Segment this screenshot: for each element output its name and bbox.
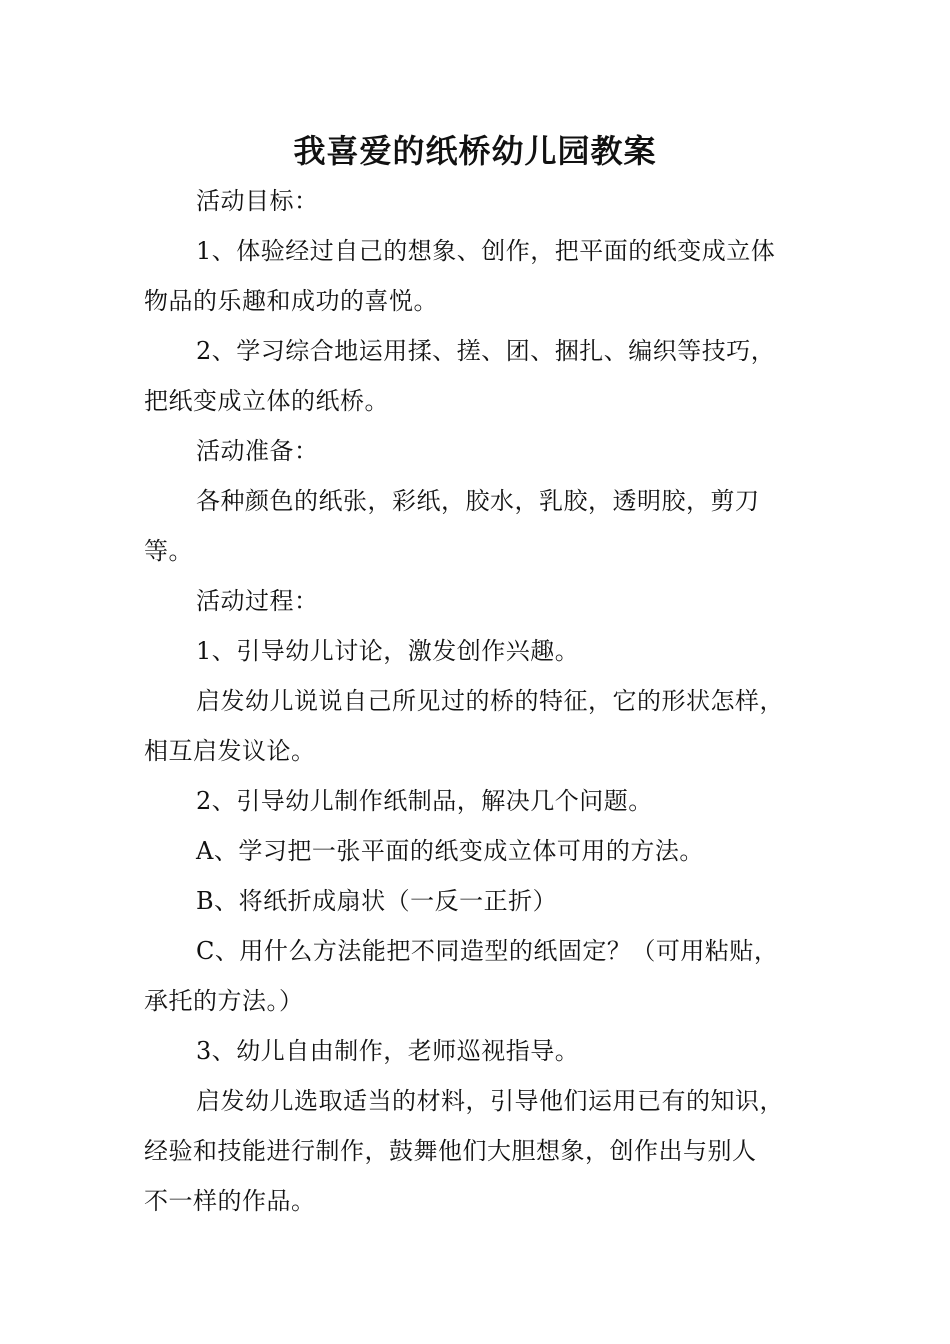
- body-line: 活动目标：: [196, 187, 319, 215]
- body-line: 不一样的作品。: [144, 1187, 316, 1215]
- body-line: 各种颜色的纸张，彩纸，胶水，乳胶，透明胶，剪刀: [196, 487, 760, 515]
- body-line: 3、幼儿自由制作，老师巡视指导。: [196, 1037, 580, 1065]
- document-body: [144, 176, 824, 1226]
- body-line: 启发幼儿选取适当的材料，引导他们运用已有的知识，: [196, 1087, 784, 1115]
- body-line: 活动过程：: [196, 587, 319, 615]
- body-line: 承托的方法。）: [144, 987, 304, 1015]
- page-title: 我喜爱的纸桥幼儿园教案: [293, 132, 657, 170]
- body-line: 启发幼儿说说自己所见过的桥的特征，它的形状怎样，: [196, 687, 784, 715]
- body-line: 物品的乐趣和成功的喜悦。: [144, 287, 438, 315]
- body-line: 相互启发议论。: [144, 737, 316, 765]
- body-line: 把纸变成立体的纸桥。: [144, 387, 389, 415]
- body-line: 2、学习综合地运用揉、搓、团、捆扎、编织等技巧，: [196, 337, 776, 365]
- body-line: 1、体验经过自己的想象、创作，把平面的纸变成立体: [196, 237, 776, 265]
- body-line: 经验和技能进行制作，鼓舞他们大胆想象，创作出与别人: [144, 1137, 757, 1165]
- body-line: 1、引导幼儿讨论，激发创作兴趣。: [196, 637, 580, 665]
- body-line: 2、引导幼儿制作纸制品，解决几个问题。: [196, 787, 653, 815]
- body-line: B、将纸折成扇状（一反一正折）: [196, 887, 558, 915]
- body-line: A、学习把一张平面的纸变成立体可用的方法。: [196, 837, 704, 865]
- body-line: 等。: [144, 537, 193, 565]
- body-line: C、用什么方法能把不同造型的纸固定？（可用粘贴，: [196, 937, 779, 965]
- body-line: 活动准备：: [196, 437, 319, 465]
